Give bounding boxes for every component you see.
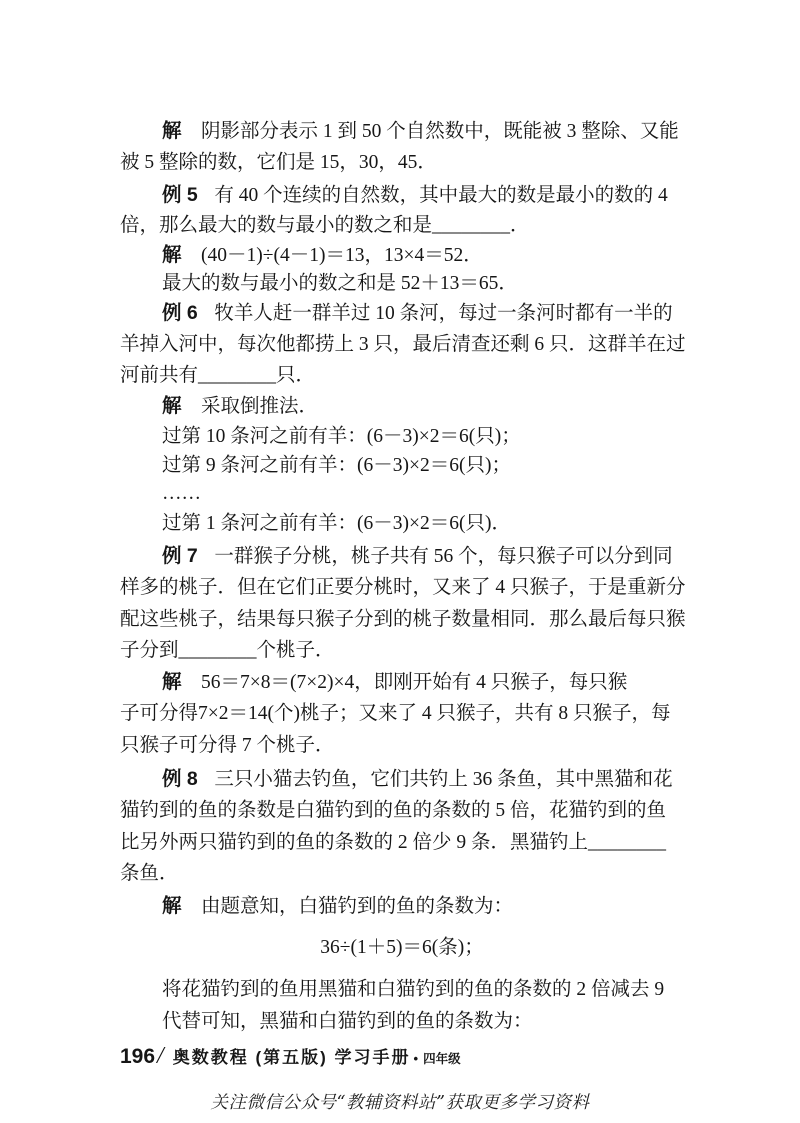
solution-text: 代替可知，黑猫和白猫钓到的鱼的条数为： [162, 1011, 533, 1032]
example-text: 有 40 个连续的自然数，其中最大的数是最小的数的 4 [214, 185, 668, 206]
example-7-line-2 [120, 574, 686, 602]
example-7-line-3 [120, 606, 686, 634]
solution-6-step-2 [162, 452, 511, 480]
solution-text: 只猴子可分得 7 个桃子． [120, 735, 335, 756]
example-text: 只． [276, 365, 316, 386]
example-7-line-4 [120, 637, 335, 665]
page-number: 196 [120, 1045, 156, 1068]
solution-step: 过第 9 条河之前有羊：(6－3)×2＝6(只)； [162, 455, 511, 476]
example-6-line-1 [162, 299, 673, 327]
solution-8-line-2 [162, 976, 664, 1004]
solution-label: 解 [162, 395, 182, 417]
example-8-line-2 [120, 797, 666, 825]
solution-text: 子可分得7×2＝14(个)桃子；又来了 4 只猴子，共有 8 只猴子，每 [120, 703, 671, 724]
example-8-line-1 [162, 765, 673, 793]
example-5-line-1 [162, 181, 668, 209]
answer-blank: ________ [588, 832, 667, 853]
example-text: 条鱼． [120, 863, 179, 884]
example-text: 羊掉入河中，每次他都捞上 3 只，最后清查还剩 6 只．这群羊在过 [120, 334, 686, 355]
example-text: 个桃子． [256, 640, 335, 661]
footer-separator: / [157, 1043, 164, 1069]
example-6-label: 例 6 [162, 302, 198, 324]
example-text: 倍，那么最大的数与最小的数之和是 [120, 215, 433, 236]
solution-8-line-3 [162, 1008, 533, 1036]
example-7-label: 例 7 [162, 545, 198, 567]
example-text: 牧羊人赶一群羊过 10 条河，每过一条河时都有一半的 [214, 303, 673, 324]
solution-6-step-1 [162, 423, 521, 451]
solution-5-line-1 [162, 241, 483, 269]
example-text: 三只小猫去钓鱼，它们共钓上 36 条鱼，其中黑猫和花 [214, 769, 673, 790]
solution-text: 被 5 整除的数，它们是 15，30，45． [120, 152, 437, 173]
example-text: 一群猴子分桃，桃子共有 56 个，每只猴子可以分到同 [214, 546, 673, 567]
solution-8-formula [120, 934, 684, 962]
example-8-line-4 [120, 860, 179, 888]
solution-8-line-1 [162, 892, 513, 920]
solution-step: 过第 10 条河之前有羊：(6－3)×2＝6(只)； [162, 426, 521, 447]
solution-text: 将花猫钓到的鱼用黑猫和白猫钓到的鱼的条数的 2 倍减去 9 [162, 979, 665, 1000]
footer-bullet: • [413, 1051, 419, 1066]
solution-step: 过第 1 条河之前有羊：(6－3)×2＝6(只)． [162, 513, 511, 534]
example-text: ． [510, 215, 530, 236]
solution-text: 阴影部分表示 1 到 50 个自然数中，既能被 3 整除、又能 [201, 121, 679, 142]
example-text: 河前共有 [120, 365, 199, 386]
book-title: 奥数教程 (第五版) 学习手册 [172, 1048, 411, 1067]
solution-7-line-2 [120, 700, 671, 728]
solution-text: (40－1)÷(4－1)＝13，13×4＝52． [201, 245, 483, 266]
answer-blank: ________ [178, 640, 257, 661]
page-footer [120, 1043, 461, 1069]
formula-text: 36÷(1＋5)＝6(条)； [320, 937, 484, 958]
example-text: 猫钓到的鱼的条数是白猫钓到的鱼的条数的 5 倍，花猫钓到的鱼 [120, 800, 667, 821]
example-5-line-2 [120, 212, 530, 240]
answer-blank: ________ [198, 365, 277, 386]
example-7-line-1 [162, 542, 673, 570]
solution-7-line-3 [120, 732, 335, 760]
solution-6-step-last [162, 510, 511, 538]
prev-solution-line-2 [120, 149, 437, 177]
solution-text: 由题意知，白猫钓到的鱼的条数为： [201, 896, 514, 917]
solution-text: 56＝7×8＝(7×2)×4，即刚开始有 4 只猴子，每只猴 [201, 672, 628, 693]
solution-6-line-1 [162, 392, 318, 420]
prev-solution-line-1 [162, 117, 679, 145]
solution-5-line-2 [162, 270, 518, 298]
grade-label: 四年级 [423, 1052, 461, 1066]
solution-label: 解 [162, 244, 182, 266]
solution-text: 最大的数与最小的数之和是 52＋13＝65． [162, 273, 518, 294]
solution-step: …… [162, 483, 201, 504]
solution-7-line-1 [162, 668, 627, 696]
example-6-line-3 [120, 362, 315, 390]
solution-text: 采取倒推法． [201, 396, 319, 417]
solution-6-ellipsis [162, 480, 201, 508]
example-text: 子分到 [120, 640, 179, 661]
example-text: 配这些桃子，结果每只猴子分到的桃子数量相同．那么最后每只猴 [120, 609, 686, 630]
example-text: 样多的桃子．但在它们正要分桃时，又来了 4 只猴子，于是重新分 [120, 577, 686, 598]
solution-label: 解 [162, 671, 182, 693]
example-5-label: 例 5 [162, 184, 198, 206]
example-8-line-3 [120, 829, 666, 857]
example-text: 比另外两只猫钓到的鱼的条数的 2 倍少 9 条．黑猫钓上 [120, 832, 589, 853]
watermark-text: 关注微信公众号“教辅资料站”获取更多学习资料 [210, 1093, 590, 1113]
solution-label: 解 [162, 895, 182, 917]
example-6-line-2 [120, 331, 686, 359]
answer-blank: ________ [432, 215, 511, 236]
example-8-label: 例 8 [162, 768, 198, 790]
solution-label: 解 [162, 120, 182, 142]
